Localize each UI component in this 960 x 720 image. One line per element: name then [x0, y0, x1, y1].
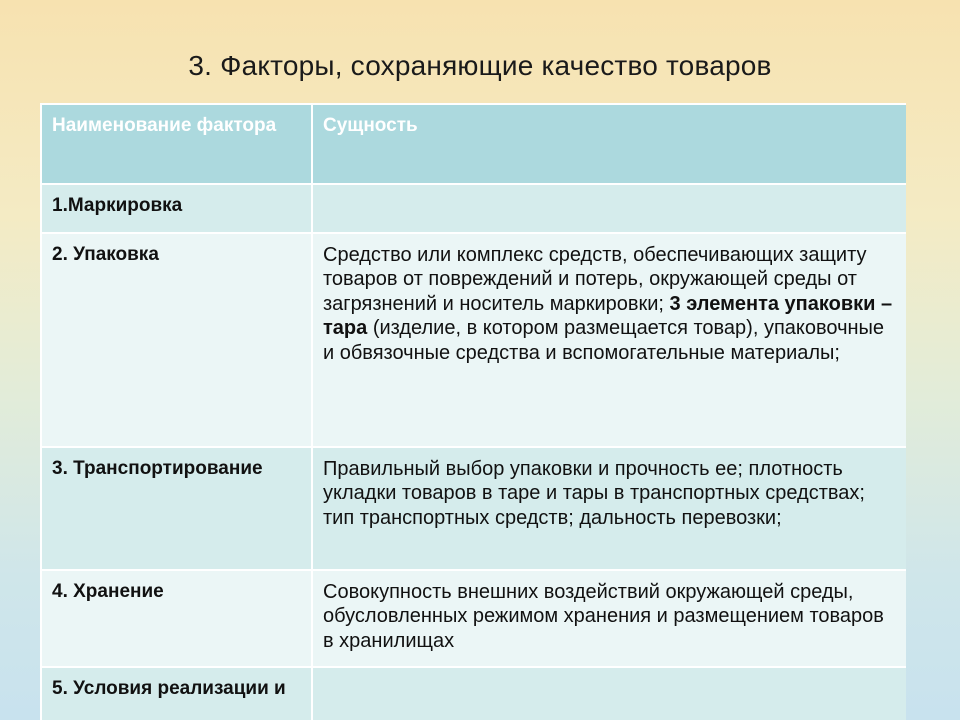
essence-cell — [312, 233, 906, 447]
factors-table — [40, 103, 906, 720]
table-row-sale-conditions — [41, 667, 906, 720]
factor-cell: 4. Хранение — [41, 570, 312, 667]
factor-cell: 3. Транспортирование — [41, 447, 312, 570]
header-essence: Сущность — [312, 104, 906, 184]
factor-cell: 5. Условия реализации и — [41, 667, 312, 720]
slide-title: 3. Факторы, сохраняющие качество товаров — [188, 50, 772, 81]
essence-cell: Правильный выбор упаковки и прочность ее; плотность укладки товаров в таре и тары в транспортных средствах; тип транспортных средств; дальность перевозки; — [312, 447, 906, 570]
factors-table-container — [40, 103, 906, 720]
factor-cell: 1.Маркировка — [41, 184, 312, 233]
table-row-packaging — [41, 233, 906, 447]
table-header-row — [41, 104, 906, 184]
essence-text-continued: (изделие, в котором размещается товар), упаковочные и обвязочные средства и вспомогательные материалы; — [323, 317, 885, 364]
essence-cell — [312, 184, 906, 233]
essence-text: Средство или комплекс средств, обеспечивающих защиту товаров от повреждений и потерь, окружающей среды от загрязнений и носитель маркировки; — [323, 244, 867, 315]
factor-cell: 2. Упаковка — [41, 233, 312, 447]
table-row-transportation — [41, 447, 906, 570]
essence-cell: Совокупность внешних воздействий окружающей среды, обусловленных режимом хранения и размещением товаров в хранилищах — [312, 570, 906, 667]
header-factor-name: Наименование фактора — [41, 104, 312, 184]
essence-cell — [312, 667, 906, 720]
essence-bold-text: 3 элемента упаковки – тара — [323, 292, 893, 340]
table-row-storage — [41, 570, 906, 667]
table-row-marking — [41, 184, 906, 233]
